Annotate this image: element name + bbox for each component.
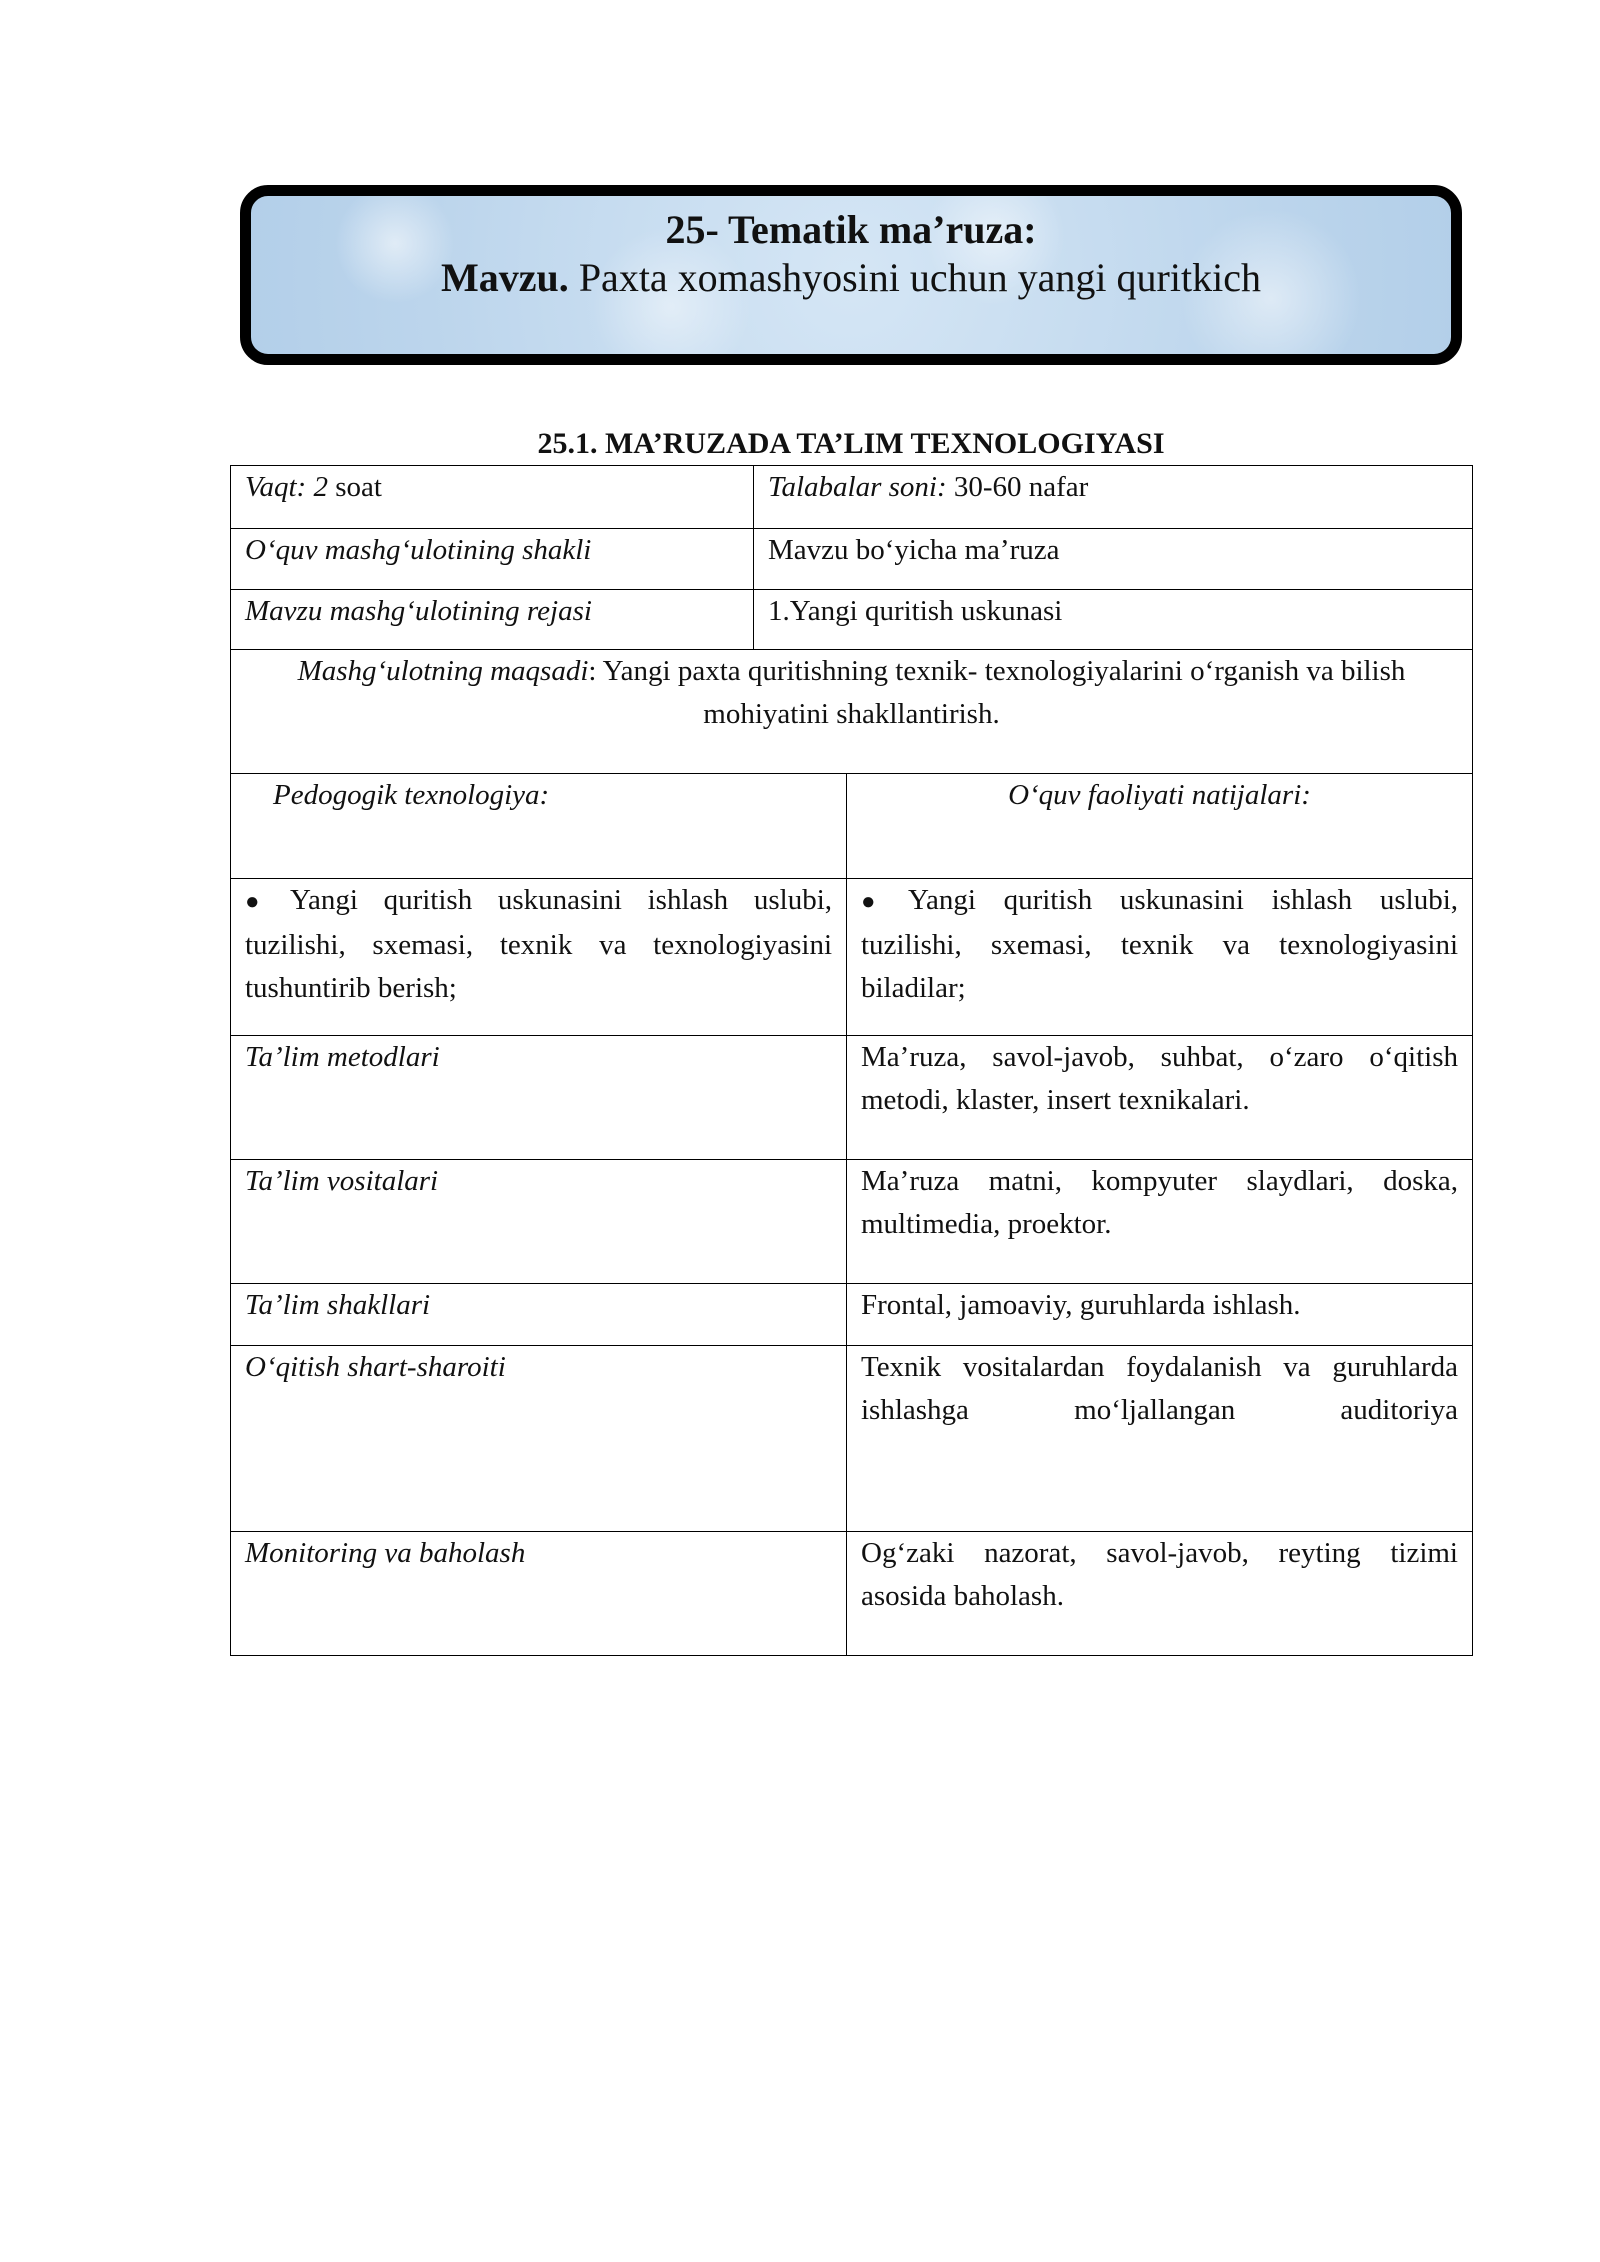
table-row (231, 879, 1473, 1036)
topic-label: Mavzu. (441, 255, 569, 300)
goal-text: : Yangi paxta quritishning texnik- texnologiyalarini o‘rganish va bilish mohiyatini shakllantirish. (588, 655, 1406, 730)
results-item (847, 879, 1473, 1036)
students-value: 30-60 nafar (946, 471, 1089, 503)
time-value: soat (327, 471, 382, 503)
ped-item-text: Yangi quritish uskunasini ishlash uslubi, tuzilishi, sxemasi, texnik va texnologiyasini tushuntirib berish; (245, 884, 832, 1004)
ped-item (231, 879, 847, 1036)
results-item-text: Yangi quritish uskunasini ishlash uslubi, tuzilishi, sxemasi, texnik va texnologiyasini biladilar; (861, 884, 1458, 1004)
table-row (231, 466, 1473, 529)
monitoring-value: Og‘zaki nazorat, savol-javob, reyting tizimi asosida baholash. (847, 1532, 1473, 1656)
table-row (231, 529, 1473, 590)
table-row (231, 590, 1473, 650)
table-row (231, 774, 1473, 879)
table-row (231, 650, 1473, 774)
plan-value: 1.Yangi quritish uskunasi (754, 590, 1473, 650)
goal-label: Mashg‘ulotning maqsadi (297, 655, 589, 687)
tools-value: Ma’ruza matni, kompyuter slaydlari, doska, multimedia, proektor. (847, 1160, 1473, 1284)
tools-label: Ta’lim vositalari (231, 1160, 847, 1284)
topic-line (251, 254, 1451, 301)
ped-header: Pedogogik texnologiya: (231, 774, 847, 879)
title-banner (240, 185, 1462, 365)
conditions-value (847, 1346, 1473, 1532)
topic-text: Paxta xomashyosini uchun yangi quritkich (568, 255, 1261, 300)
forms-value: Frontal, jamoaviy, guruhlarda ishlash. (847, 1284, 1473, 1346)
form-value: Mavzu bo‘yicha ma’ruza (754, 529, 1473, 590)
bullet-icon: ● (861, 889, 896, 915)
methods-value: Ma’ruza, savol-javob, suhbat, o‘zaro o‘qitish metodi, klaster, insert texnikalari. (847, 1036, 1473, 1160)
table-row (231, 1160, 1473, 1284)
table-row (231, 1532, 1473, 1656)
bullet-icon: ● (245, 889, 278, 915)
students-label: Talabalar soni: (768, 471, 947, 503)
results-header: O‘quv faoliyati natijalari: (847, 774, 1473, 879)
conditions-text: Texnik vositalardan foydalanish va guruhlarda ishlashga mo‘ljallangan auditoriya (861, 1351, 1458, 1426)
goal-cell (231, 650, 1473, 774)
form-label: O‘quv mashg‘ulotining shakli (231, 529, 754, 590)
section-title: 25.1. MA’RUZADA TA’LIM TEXNOLOGIYASI (537, 427, 1165, 460)
table-row (231, 1036, 1473, 1160)
table-row (231, 1346, 1473, 1532)
time-cell (231, 466, 754, 529)
lesson-technology-table (230, 465, 1473, 1656)
table-row (231, 1284, 1473, 1346)
monitoring-label: Monitoring va baholash (231, 1532, 847, 1656)
plan-label: Mavzu mashg‘ulotining rejasi (231, 590, 754, 650)
methods-label: Ta’lim metodlari (231, 1036, 847, 1160)
time-label: Vaqt: 2 (245, 471, 328, 503)
students-cell (754, 466, 1473, 529)
lecture-heading: 25- Tematik ma’ruza: (665, 207, 1037, 252)
forms-label: Ta’lim shakllari (231, 1284, 847, 1346)
conditions-label: O‘qitish shart-sharoiti (231, 1346, 847, 1532)
